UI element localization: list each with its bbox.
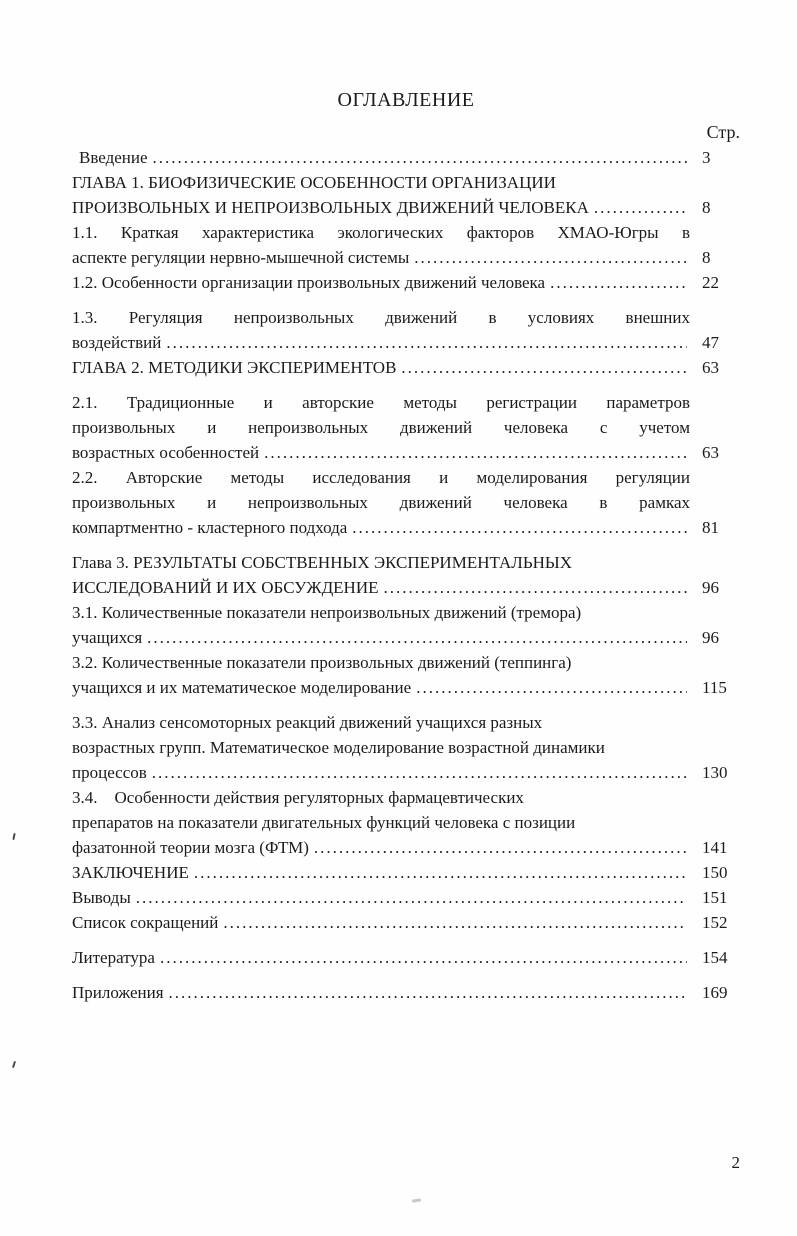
- toc-entry-page-number: 63: [702, 443, 719, 462]
- toc-entry: [72, 945, 740, 970]
- dot-leader: [414, 245, 687, 270]
- toc-entry-line: [72, 195, 740, 220]
- toc-entry-text: компартментно - кластерного подхода: [72, 518, 348, 537]
- toc-entry-text: Список сокращений: [72, 913, 219, 932]
- toc-entry-page-number: 8: [702, 248, 711, 267]
- toc-entry-text: возрастных особенностей: [72, 443, 260, 462]
- dot-leader: [223, 910, 687, 935]
- toc-entry-line: [72, 760, 740, 785]
- toc-entry-text: ПРОИЗВОЛЬНЫХ И НЕПРОИЗВОЛЬНЫХ ДВИЖЕНИЙ ЧЕЛОВЕКА: [72, 198, 589, 217]
- toc-entry-text: 1.3. Регуляция непроизвольных движений в условиях внешних: [72, 308, 690, 327]
- toc-entry-line: [72, 440, 740, 465]
- toc-entry-text: 2.1. Традиционные и авторские методы регистрации параметров: [72, 393, 690, 412]
- toc-entry: [72, 600, 740, 650]
- toc-entry-text: процессов: [72, 763, 147, 782]
- dot-leader: [384, 575, 688, 600]
- dot-leader: [264, 440, 687, 465]
- toc-entry-page-number: 47: [702, 333, 719, 352]
- scan-artifact-3: [412, 1198, 421, 1202]
- page-title: ОГЛАВЛЕНИЕ: [337, 89, 475, 111]
- toc-entry-text: 1.1. Краткая характеристика экологических факторов ХМАО-Югры в: [72, 223, 690, 242]
- toc-entry-text: Введение: [79, 148, 148, 167]
- toc-entry-text: Литература: [72, 948, 155, 967]
- toc-entry: [72, 910, 740, 935]
- toc-entry-line: [72, 980, 740, 1005]
- toc-entry-text: ГЛАВА 2. МЕТОДИКИ ЭКСПЕРИМЕНТОВ: [72, 358, 397, 377]
- toc-entry-text: 3.4. Особенности действия регуляторных фармацевтических: [72, 788, 524, 807]
- toc-entry-page-number: 150: [702, 863, 728, 882]
- toc-entry-text: Выводы: [72, 888, 131, 907]
- toc-entry: [72, 885, 740, 910]
- toc-entry: [72, 305, 740, 355]
- toc-entry: [72, 465, 740, 540]
- toc-entry-text: Приложения: [72, 983, 164, 1002]
- footer-page-number: 2: [731, 1153, 740, 1172]
- toc-entry: [72, 980, 740, 1005]
- toc-entry-page-number: 3: [702, 148, 711, 167]
- toc-entry-line: [72, 355, 740, 380]
- toc-entry-text: 1.2. Особенности организации произвольных движений человека: [72, 273, 546, 292]
- dot-leader: [401, 355, 687, 380]
- toc-entry-text: Глава 3. РЕЗУЛЬТАТЫ СОБСТВЕННЫХ ЭКСПЕРИМЕНТАЛЬНЫХ: [72, 553, 572, 572]
- toc-entry-text: учащихся: [72, 628, 143, 647]
- toc-entry: [72, 785, 740, 860]
- toc-entry-line: [72, 270, 740, 295]
- toc-entry-text: воздействий: [72, 333, 162, 352]
- toc-entry-text: учащихся и их математическое моделирование: [72, 678, 412, 697]
- toc-entry: [72, 270, 740, 295]
- toc-entry-text: произвольных и непроизвольных движений человека с учетом: [72, 418, 690, 437]
- toc-entry: [72, 390, 740, 465]
- toc-entry-line: [72, 945, 740, 970]
- toc-entry: [72, 355, 740, 380]
- dot-leader: [550, 270, 687, 295]
- toc-entry-page-number: 96: [702, 578, 719, 597]
- toc-entry-text: фазатонной теории мозга (ФТМ): [72, 838, 309, 857]
- dot-leader: [594, 195, 687, 220]
- dot-leader: [160, 945, 687, 970]
- toc-entry-page-number: 115: [702, 678, 727, 697]
- toc-entry: [72, 710, 740, 785]
- dot-leader: [169, 980, 687, 1005]
- page-column-header: Стр.: [706, 122, 740, 142]
- dot-leader: [152, 760, 687, 785]
- toc-entry-text: аспекте регуляции нервно-мышечной системы: [72, 248, 410, 267]
- toc-entry: [72, 220, 740, 270]
- toc-entry-page-number: 130: [702, 763, 728, 782]
- toc-entry-page-number: 22: [702, 273, 719, 292]
- toc-entry-line: [72, 575, 740, 600]
- toc-entry-text: 3.1. Количественные показатели непроизвольных движений (тремора): [72, 603, 582, 622]
- toc-entry-text: 3.2. Количественные показатели произвольных движений (теппинга): [72, 653, 572, 672]
- toc-entry: [72, 550, 740, 600]
- dot-leader: [314, 835, 687, 860]
- toc-entry-line: [72, 330, 740, 355]
- toc-entry-page-number: 63: [702, 358, 719, 377]
- toc-entry-line: [79, 145, 740, 170]
- toc-entry-page-number: 8: [702, 198, 711, 217]
- toc-entry-line: [72, 910, 740, 935]
- toc-entry-page-number: 96: [702, 628, 719, 647]
- toc-entry-page-number: 81: [702, 518, 719, 537]
- toc-entry: [72, 170, 740, 220]
- dot-leader: [147, 625, 687, 650]
- toc-entries: [72, 145, 740, 1005]
- toc-entry-page-number: 152: [702, 913, 728, 932]
- toc-entry-line: [72, 245, 740, 270]
- toc-entry-text: ИССЛЕДОВАНИЙ И ИХ ОБСУЖДЕНИЕ: [72, 578, 379, 597]
- toc-entry-line: [72, 860, 740, 885]
- dot-leader: [136, 885, 687, 910]
- toc-entry-line: [72, 835, 740, 860]
- toc-entry-page-number: 154: [702, 948, 728, 967]
- toc-entry: [72, 860, 740, 885]
- toc-entry-line: [72, 675, 740, 700]
- dot-leader: [153, 145, 687, 170]
- toc-entry-text: 3.3. Анализ сенсомоторных реакций движений учащихся разных: [72, 713, 543, 732]
- dot-leader: [194, 860, 687, 885]
- dot-leader: [416, 675, 687, 700]
- toc-entry: [72, 650, 740, 700]
- toc-entry-line: [72, 515, 740, 540]
- toc-entry: [72, 145, 740, 170]
- toc-entry-line: [72, 885, 740, 910]
- toc-entry-text: ЗАКЛЮЧЕНИЕ: [72, 863, 189, 882]
- toc-entry-text: препаратов на показатели двигательных функций человека с позиции: [72, 813, 576, 832]
- toc-entry-text: ГЛАВА 1. БИОФИЗИЧЕСКИЕ ОСОБЕННОСТИ ОРГАНИЗАЦИИ: [72, 173, 556, 192]
- toc-entry-text: 2.2. Авторские методы исследования и моделирования регуляции: [72, 468, 690, 487]
- toc-entry-page-number: 151: [702, 888, 728, 907]
- scan-artifact-2: [12, 1061, 16, 1068]
- toc-entry-line: [72, 625, 740, 650]
- dot-leader: [352, 515, 687, 540]
- toc-entry-page-number: 141: [702, 838, 728, 857]
- toc-entry-text: возрастных групп. Математическое моделирование возрастной динамики: [72, 738, 605, 757]
- toc-entry-text: произвольных и непроизвольных движений человека в рамках: [72, 493, 690, 512]
- dot-leader: [166, 330, 687, 355]
- toc-entry-page-number: 169: [702, 983, 728, 1002]
